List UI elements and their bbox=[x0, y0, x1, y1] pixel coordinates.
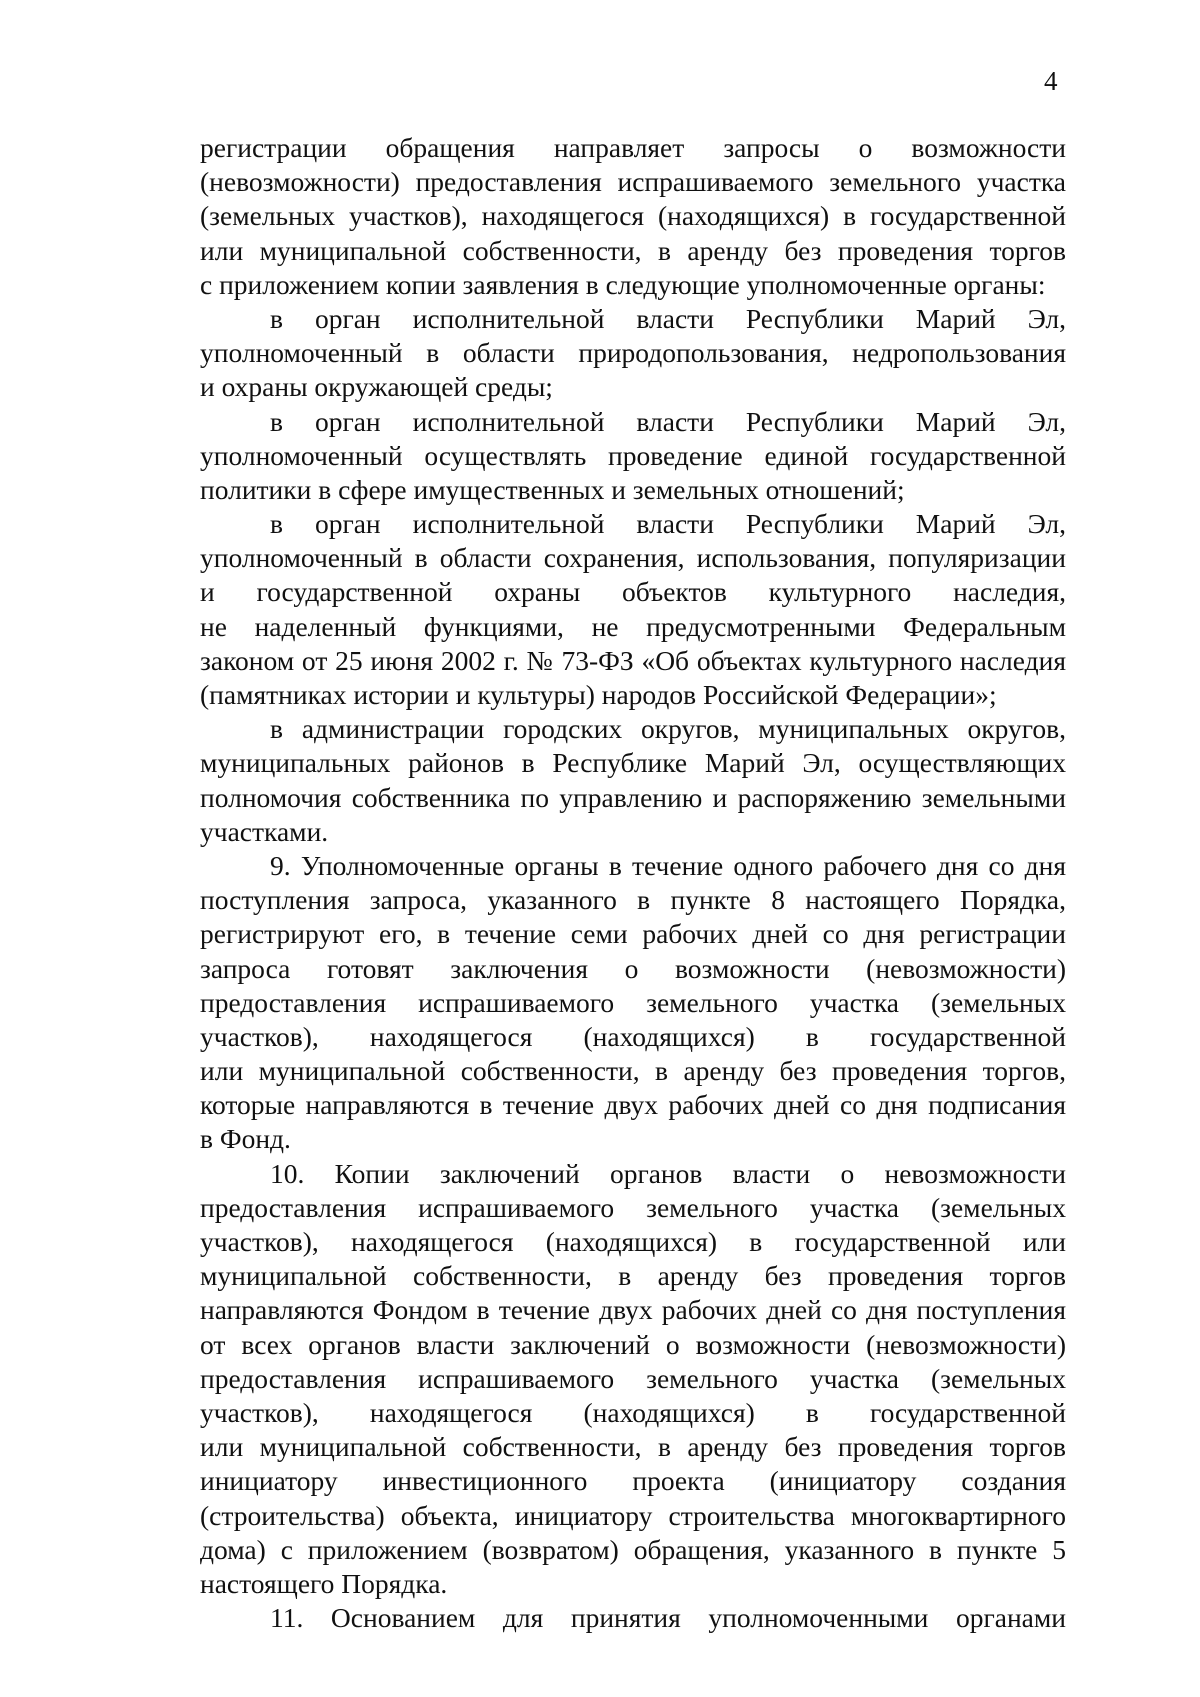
paragraph-intro bbox=[200, 131, 1066, 302]
text-line: в орган исполнительной власти Республики Марий Эл, bbox=[270, 405, 1066, 437]
text-line: (памятниках истории и культуры) народов Российской Федерации»; bbox=[200, 679, 997, 710]
text-line: которые направляются в течение двух рабочих дней со дня подписания bbox=[200, 1089, 1066, 1121]
document-body bbox=[200, 131, 1066, 1635]
text-line: уполномоченный в области сохранения, использования, популяризации bbox=[200, 542, 1066, 574]
text-line: участками. bbox=[200, 815, 329, 847]
text-line: участков), находящегося (находящихся) в государственной bbox=[200, 1020, 1066, 1052]
text-line: (невозможности) предоставления испрашиваемого земельного участка bbox=[200, 166, 1066, 198]
text-line: предоставления испрашиваемого земельного участка (земельных bbox=[200, 1191, 1066, 1223]
paragraph-item-10 bbox=[200, 1157, 1066, 1601]
text-line: настоящего Порядка. bbox=[200, 1567, 448, 1599]
text-line: (строительства) объекта, инициатору строительства многоквартирного bbox=[200, 1499, 1066, 1531]
text-line: 10. Копии заключений органов власти о невозможности bbox=[270, 1157, 1066, 1189]
text-line: от всех органов власти заключений о возможности (невозможности) bbox=[200, 1328, 1066, 1360]
paragraph-item-9 bbox=[200, 849, 1066, 1157]
text-line: дома) с приложением (возвратом) обращения, указанного в пункте 5 bbox=[200, 1533, 1066, 1565]
text-line: законом от 25 июня 2002 г. № 73-ФЗ «Об объектах культурного наследия bbox=[200, 644, 1066, 676]
text-line: направляются Фондом в течение двух рабочих дней со дня поступления bbox=[200, 1294, 1066, 1326]
text-line: предоставления испрашиваемого земельного участка (земельных bbox=[200, 986, 1066, 1018]
text-line: в Фонд. bbox=[200, 1123, 291, 1155]
text-line: в орган исполнительной власти Республики Марий Эл, bbox=[270, 302, 1066, 334]
page-number: 4 bbox=[1044, 66, 1058, 96]
text-line: регистрации обращения направляет запросы о возможности bbox=[200, 132, 1066, 163]
text-line: участков), находящегося (находящихся) в государственной bbox=[200, 1396, 1066, 1428]
text-line: в администрации городских округов, муниципальных округов, bbox=[270, 713, 1066, 745]
text-line: политики в сфере имущественных и земельных отношений; bbox=[200, 473, 905, 505]
text-line: поступления запроса, указанного в пункте 8 настоящего Порядка, bbox=[200, 884, 1066, 916]
text-line: 9. Уполномоченные органы в течение одного рабочего дня со дня bbox=[270, 849, 1066, 881]
text-line: и государственной охраны объектов культурного наследия, bbox=[200, 576, 1066, 608]
text-line: инициатору инвестиционного проекта (инициатору создания bbox=[200, 1465, 1066, 1497]
text-line: (земельных участков), находящегося (находящихся) в государственной bbox=[200, 200, 1066, 232]
text-line: или муниципальной собственности, в аренду без проведения торгов bbox=[200, 1431, 1066, 1463]
text-line: муниципальной собственности, в аренду без проведения торгов bbox=[200, 1260, 1066, 1292]
text-line: регистрируют его, в течение семи рабочих дней со дня регистрации bbox=[200, 918, 1066, 950]
text-line: запроса готовят заключения о возможности (невозможности) bbox=[200, 952, 1066, 984]
text-line: с приложением копии заявления в следующие уполномоченные органы: bbox=[200, 268, 1046, 300]
text-line: в орган исполнительной власти Республики Марий Эл, bbox=[270, 508, 1066, 540]
text-line: или муниципальной собственности, в аренду без проведения торгов, bbox=[200, 1055, 1066, 1087]
text-line: предоставления испрашиваемого земельного участка (земельных bbox=[200, 1362, 1066, 1394]
paragraph-organ-nature bbox=[200, 302, 1066, 405]
text-line: или муниципальной собственности, в аренду без проведения торгов bbox=[200, 234, 1066, 266]
text-line: муниципальных районов в Республике Марий Эл, осуществляющих bbox=[200, 747, 1066, 779]
text-line: и охраны окружающей среды; bbox=[200, 371, 553, 403]
text-line: уполномоченный осуществлять проведение единой государственной bbox=[200, 439, 1066, 471]
text-line: участков), находящегося (находящихся) в государственной или bbox=[200, 1226, 1066, 1257]
paragraph-organ-heritage bbox=[200, 507, 1066, 712]
text-line: уполномоченный в области природопользования, недропользования bbox=[200, 337, 1066, 369]
paragraph-organ-property bbox=[200, 405, 1066, 508]
text-line: не наделенный функциями, не предусмотренными Федеральным bbox=[200, 610, 1066, 642]
text-line: 11. Основанием для принятия уполномоченными органами bbox=[270, 1602, 1066, 1634]
paragraph-item-11 bbox=[200, 1601, 1066, 1635]
text-line: полномочия собственника по управлению и распоряжению земельными bbox=[200, 781, 1066, 813]
paragraph-administrations bbox=[200, 712, 1066, 849]
